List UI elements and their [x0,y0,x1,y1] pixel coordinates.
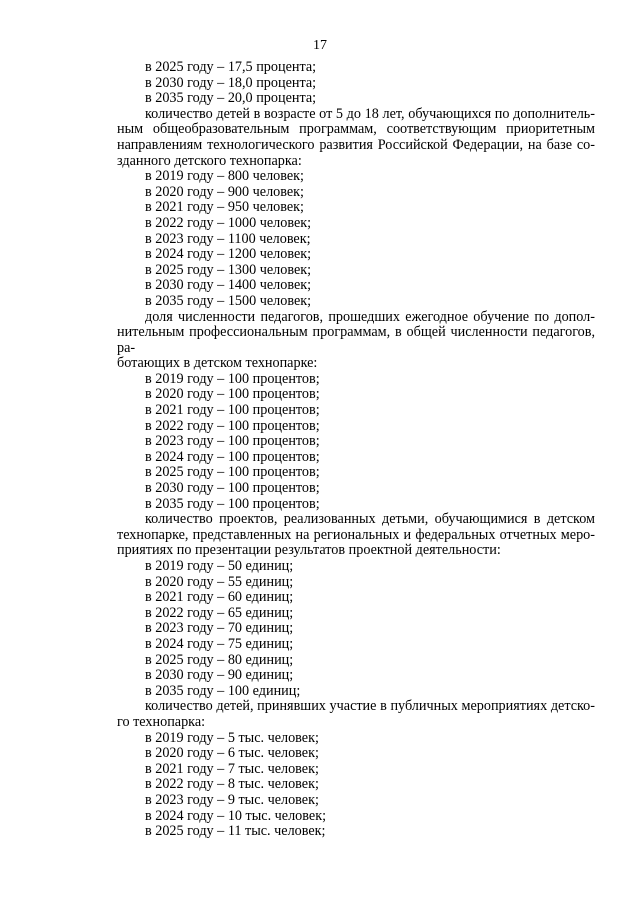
list-item: в 2025 году – 100 процентов; [145,464,320,481]
list-item: в 2035 году – 100 единиц; [145,682,301,699]
paragraph-line: приятиях по презентации результатов проектной деятельности: [117,542,501,559]
list-item: в 2022 году – 1000 человек; [145,214,312,231]
paragraph-line: ботающих в детском технопарке: [117,355,318,372]
list-item: в 2023 году – 70 единиц; [145,620,294,637]
list-item: в 2020 году – 100 процентов; [145,386,320,403]
list-item: в 2020 году – 900 человек; [145,183,304,200]
paragraph [117,512,595,559]
list-item: в 2035 году – 20,0 процента; [145,90,317,107]
paragraph [117,310,595,372]
paragraph [117,699,595,730]
paragraph-line: количество детей, принявших участие в публичных мероприятиях детско- [145,698,595,715]
document-body [117,60,595,840]
list-item: в 2020 году – 6 тыс. человек; [145,745,319,762]
list-item: в 2022 году – 100 процентов; [145,417,320,434]
list-item: в 2025 году – 80 единиц; [145,651,294,668]
list-item: в 2024 году – 10 тыс. человек; [145,807,327,824]
paragraph-line: доля численности педагогов, прошедших ежегодное обучение по допол- [145,308,595,325]
list-item: в 2024 году – 1200 человек; [145,246,312,263]
list-item: в 2021 году – 950 человек; [145,199,304,216]
list-item: в 2019 году – 800 человек; [145,168,304,185]
paragraph-line: количество проектов, реализованных детьми, обучающимися в детском [145,511,595,528]
list-item: в 2024 году – 100 процентов; [145,448,320,465]
paragraph-line: нительным профессиональным программам, в общей численности педагогов, ра- [117,324,595,356]
paragraph-line: зданного детского технопарка: [117,152,302,169]
list-item: в 2022 году – 8 тыс. человек; [145,776,319,793]
list-item: в 2025 году – 17,5 процента; [145,59,317,75]
list-item: в 2022 году – 65 единиц; [145,604,294,621]
list-item: в 2025 году – 1300 человек; [145,261,312,278]
list-item: в 2035 году – 100 процентов; [145,495,320,512]
list-item: в 2035 году – 1500 человек; [145,292,312,309]
list-item: в 2025 году – 11 тыс. человек; [145,823,326,840]
list-item: в 2030 году – 100 процентов; [145,480,320,497]
list-item: в 2023 году – 100 процентов; [145,433,320,450]
list-item: в 2020 году – 55 единиц; [145,573,294,590]
list-item: в 2019 году – 5 тыс. человек; [145,729,319,746]
paragraph-line: количество детей в возрасте от 5 до 18 лет, обучающихся по дополнитель- [145,105,595,122]
list-item: в 2021 году – 100 процентов; [145,402,320,419]
list-item: в 2030 году – 1400 человек; [145,277,312,294]
list-item: в 2021 году – 60 единиц; [145,589,294,606]
list-item: в 2019 году – 100 процентов; [145,370,320,387]
paragraph-line: направлениям технологического развития Российской Федерации, на базе со- [117,136,595,153]
list-item: в 2030 году – 18,0 процента; [145,74,317,91]
paragraph-line: го технопарка: [117,713,206,730]
list-item: в 2024 году – 75 единиц; [145,635,294,652]
list-item: в 2023 году – 1100 человек; [145,230,311,247]
paragraph-line: технопарке, представленных на региональных и федеральных отчетных меро- [117,526,595,543]
list-item: в 2021 году – 7 тыс. человек; [145,760,319,777]
paragraph [117,107,595,169]
list-item: в 2019 году – 50 единиц; [145,558,294,574]
list-item: в 2023 году – 9 тыс. человек; [145,791,319,808]
paragraph-line: ным общеобразовательным программам, соответствующим приоритетным [117,121,595,138]
page-number: 17 [313,38,327,53]
list-item: в 2030 году – 90 единиц; [145,667,294,684]
